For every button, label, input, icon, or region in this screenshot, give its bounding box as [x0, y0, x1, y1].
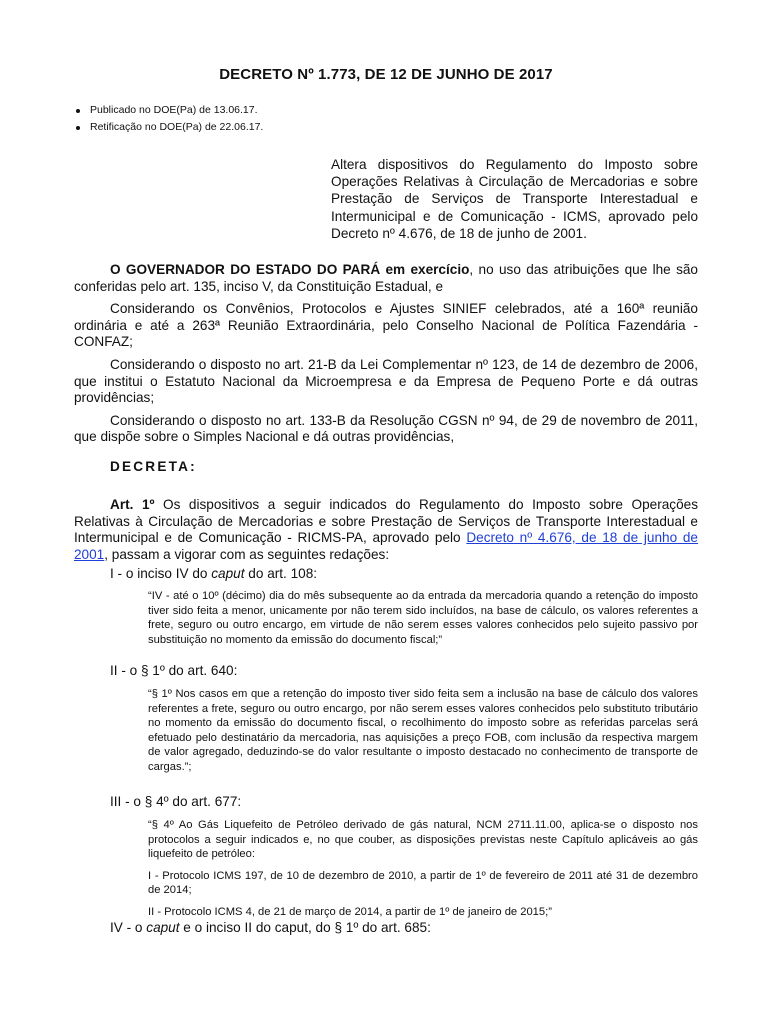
- article-1: [74, 497, 698, 563]
- inciso-italic: caput: [146, 920, 180, 935]
- considerando-paragraph: Considerando o disposto no art. 21-B da Lei Complementar nº 123, de 14 de dezembro de 2006, que institui o Estatuto Nacional da Microempresa e da Empresa de Pequeno Porte e dá outras providências;: [74, 356, 698, 406]
- decree-link[interactable]: Decreto nº 4.676, de 18 de junho de 2001: [74, 530, 698, 562]
- article-text-end: , passam a vigorar com as seguintes redações:: [104, 546, 390, 562]
- article-text: Os dispositivos a seguir indicados do Regulamento do Imposto sobre Operações Relativas à Circulação de Mercadorias e sobre Prestação de Serviços de Transporte Interestadual e Intermunicipal e de Comunicação - RICMS-PA, aprovado pelo: [74, 497, 699, 546]
- inciso-iv: [110, 920, 431, 935]
- publication-item: Retificação no DOE(Pa) de 22.06.17.: [74, 119, 263, 136]
- decreta-heading: DECRETA:: [110, 459, 197, 474]
- preamble: [74, 262, 698, 452]
- considerando-paragraph: Considerando os Convênios, Protocolos e Ajustes SINIEF celebrados, até a 160ª reunião ordinária e até a 263ª Reunião Extraordinária, pelo Conselho Nacional de Política Fazendária - CONFAZ;: [74, 301, 698, 350]
- governor-paragraph: [74, 262, 698, 295]
- quote-ii: [148, 687, 698, 782]
- quote-text: “IV - até o 10º (décimo) dia do mês subsequente ao da entrada da mercadoria quando a retenção do imposto tiver sido feita a menor, unicamente por não terem sido incluídos, na base de cálculo, os valores referentes a frete, seguro ou outro encargo, em virtude de não serem esses valores conhecidos pelo sujeito passivo por substituição no momento da emissão do documento fiscal;”: [148, 590, 698, 646]
- publication-item: Publicado no DOE(Pa) de 13.06.17.: [74, 102, 263, 119]
- article-label: Art. 1º: [110, 497, 155, 512]
- governor-text: , no uso das atribuições que lhe são conferidas pelo art. 135, inciso V, da Constituição Estadual, e: [74, 262, 698, 294]
- inciso-text: IV - o: [110, 920, 147, 935]
- quote-text: II - Protocolo ICMS 4, de 21 de março de 2014, a partir de 1º de janeiro de 2015;”: [148, 905, 552, 918]
- quote-iii: [148, 818, 698, 927]
- inciso-i: [110, 566, 317, 581]
- inciso-text: do art. 108:: [244, 566, 318, 581]
- quote-text: I - Protocolo ICMS 197, de 10 de dezembro de 2010, a partir de 1º de fevereiro de 2011 até 31 de dezembro de 2014;: [148, 869, 698, 897]
- governor-heading: O GOVERNADOR DO ESTADO DO PARÁ em exercício: [110, 262, 470, 277]
- article-1-paragraph: [74, 497, 698, 563]
- publication-list: [74, 102, 263, 136]
- inciso-text: e o inciso II do caput, do § 1º do art. 685:: [179, 920, 431, 935]
- quote-text: “§ 4º Ao Gás Liquefeito de Petróleo derivado de gás natural, NCM 2711.11.00, aplica-se o disposto nos protocolos a seguir indicados e, no que couber, as disposições previstas neste Capítulo aplicáveis ao gás liquefeito de petróleo:: [148, 819, 698, 861]
- considerando-paragraph: Considerando o disposto no art. 133-B da Resolução CGSN nº 94, de 29 de novembro de 2011, que dispõe sobre o Simples Nacional e dá outras providências,: [74, 412, 698, 445]
- quote-text: “§ 1º Nos casos em que a retenção do imposto tiver sido feita sem a inclusão na base de cálculo dos valores referentes a frete, seguro ou outro encargo, por não serem esses valores conhecidos pelo substituto tributário no momento da emissão do documento fiscal, o recolhimento do imposto sobre as referidas parcelas será efetuado pelo destinatário da mercadoria, nas aquisições a preço FOB, com inclusão da respectiva margem de valor agregado, deduzindo-se do valor resultante o imposto destacado no conhecimento de transporte de cargas.”;: [148, 688, 698, 773]
- decree-title: DECRETO Nº 1.773, DE 12 DE JUNHO DE 2017: [219, 66, 553, 83]
- inciso-italic: caput: [211, 566, 245, 581]
- inciso-text: I - o inciso IV do: [110, 566, 212, 581]
- inciso-ii: II - o § 1º do art. 640:: [110, 663, 238, 678]
- quote-i: [148, 589, 698, 654]
- ementa: Altera dispositivos do Regulamento do Imposto sobre Operações Relativas à Circulação de Mercadorias e sobre Prestação de Serviços de Transporte Interestadual e Intermunicipal e de Comunicação - ICMS, aprovado pelo Decreto nº 4.676, de 18 de junho de 2001.: [331, 157, 698, 241]
- inciso-iii: III - o § 4º do art. 677:: [110, 794, 242, 809]
